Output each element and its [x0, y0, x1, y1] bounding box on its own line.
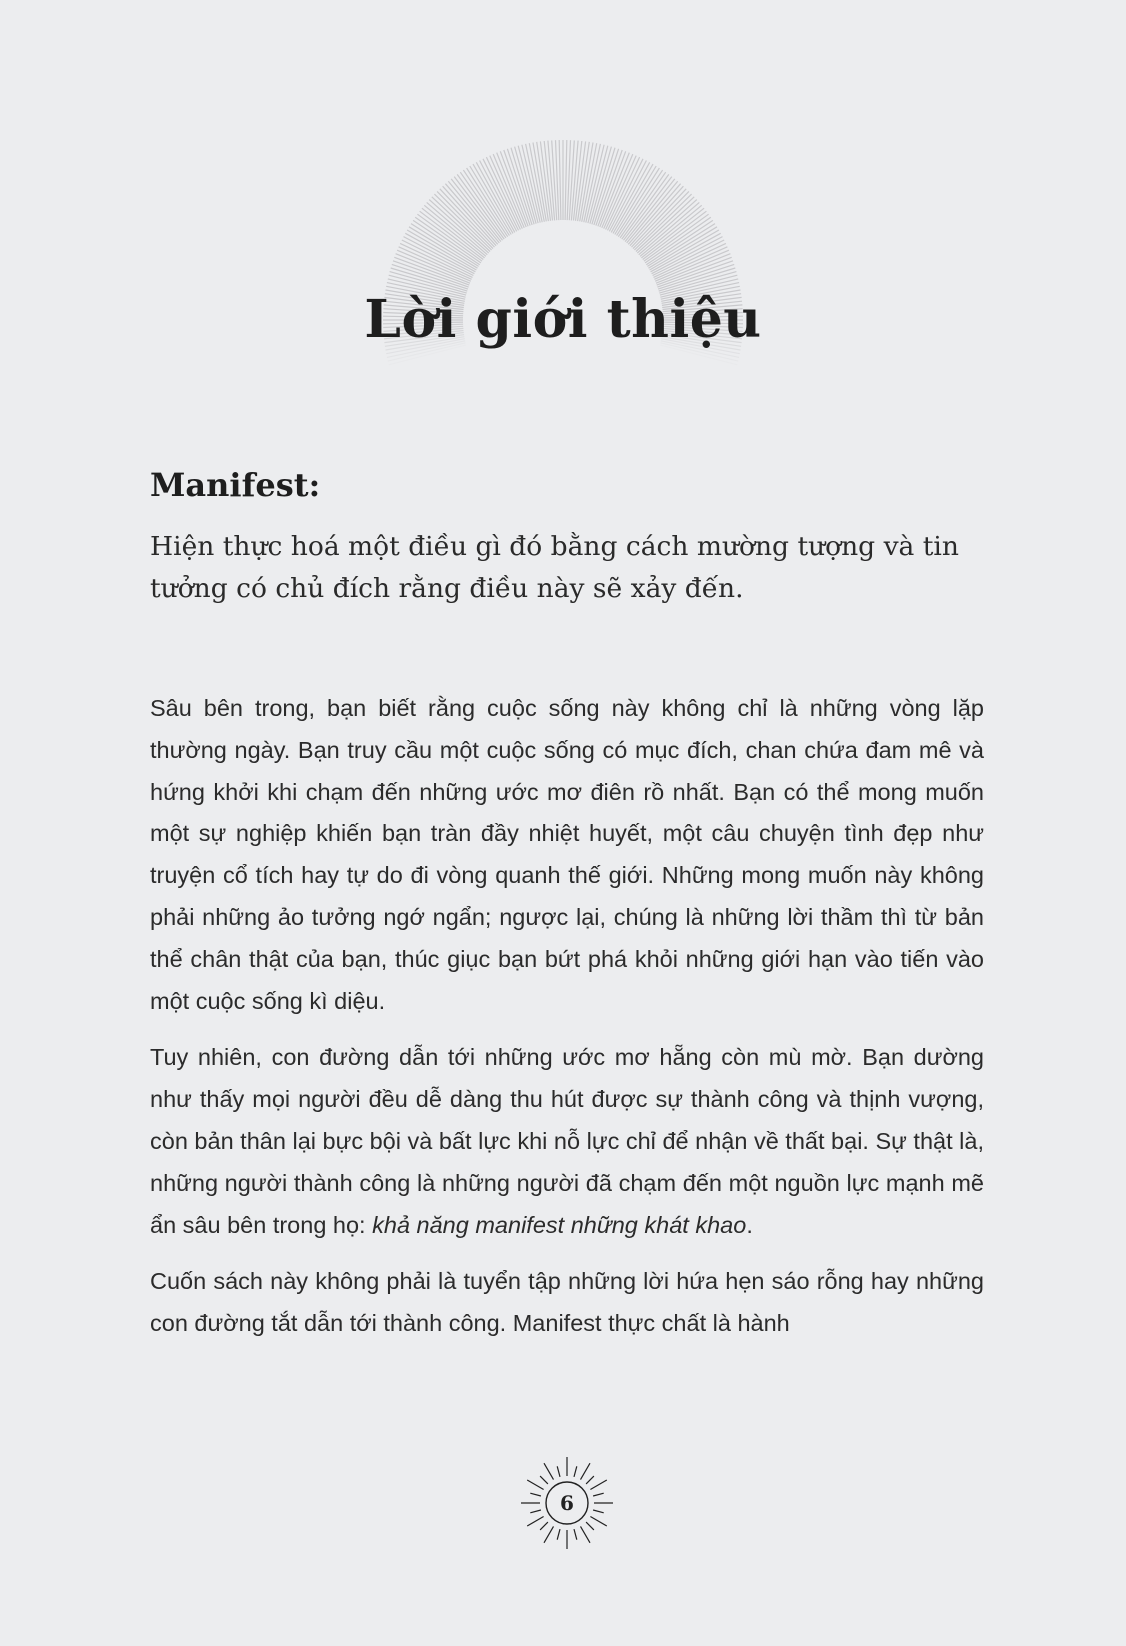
emphasis-text: khả năng manifest những khát khao	[372, 1211, 747, 1238]
page-number: 6	[560, 1491, 574, 1515]
sun-ray	[557, 1466, 560, 1477]
body-paragraph: Sâu bên trong, bạn biết rằng cuộc sống này không chỉ là những vòng lặp thường ngày. Bạn truy cầu một cuộc sống có mục đích, chan chứa đam mê và hứng khởi khi chạm đến những ước mơ điên rồ nhất. Bạn có thể mong muốn một sự nghiệp khiến bạn tràn đầy nhiệt huyết, một câu chuyện tình đẹp như truyện cổ tích hay tự do đi vòng quanh thế giới. Những mong muốn này không phải những ảo tưởng ngớ ngẩn; ngược lại, chúng là những lời thầm thì từ bản thể chân thật của bạn, thúc giục bạn bứt phá khỏi những giới hạn vào tiến vào một cuộc sống kì diệu.	[150, 695, 984, 1014]
sun-ray	[557, 1529, 560, 1540]
sun-ray	[574, 1466, 577, 1477]
ray-line	[559, 140, 561, 220]
body-text	[150, 688, 984, 1360]
sun-ray	[586, 1476, 594, 1484]
paragraph-text: .	[746, 1211, 753, 1238]
sun-ray	[544, 1526, 554, 1542]
body-paragraph: Cuốn sách này không phải là tuyển tập những lời hứa hẹn sáo rỗng hay những con đường tắt dẫn tới thành công. Manifest thực chất là hành	[150, 1268, 984, 1337]
sun-ray	[574, 1529, 577, 1540]
ray-line	[634, 194, 691, 250]
sun-ray	[586, 1522, 594, 1530]
sun-ray	[581, 1526, 591, 1542]
sun-ray	[540, 1522, 548, 1530]
definition-text: Hiện thực hoá một điều gì đó bằng cách mường tượng và tin tưởng có chủ đích rằng điều này sẽ xảy đến.	[150, 531, 959, 604]
body-paragraph	[150, 1037, 984, 1246]
paragraph-text: Tuy nhiên, con đường dẫn tới những ước mơ hẵng còn mù mờ. Bạn dường như thấy mọi người đều dễ dàng thu hút được sự thành công và thịnh vượng, còn bản thân lại bực bội và bất lực khi nỗ lực chỉ để nhận về thất bại. Sự thật là, những người thành công là những người đã chạm đến một nguồn lực mạnh mẽ ẩn sâu bên trong họ:	[150, 1044, 984, 1238]
ray-line	[437, 191, 493, 248]
definition-term: Manifest:	[150, 466, 321, 504]
chapter-title: Lời giới thiệu	[364, 289, 762, 350]
sunburst-rays-icon	[0, 0, 1126, 420]
ray-line	[434, 194, 491, 250]
ray-line	[565, 140, 567, 220]
sun-ray	[581, 1463, 591, 1479]
sun-ray	[544, 1463, 554, 1479]
ray-line	[633, 191, 689, 248]
sun-ray	[540, 1476, 548, 1484]
